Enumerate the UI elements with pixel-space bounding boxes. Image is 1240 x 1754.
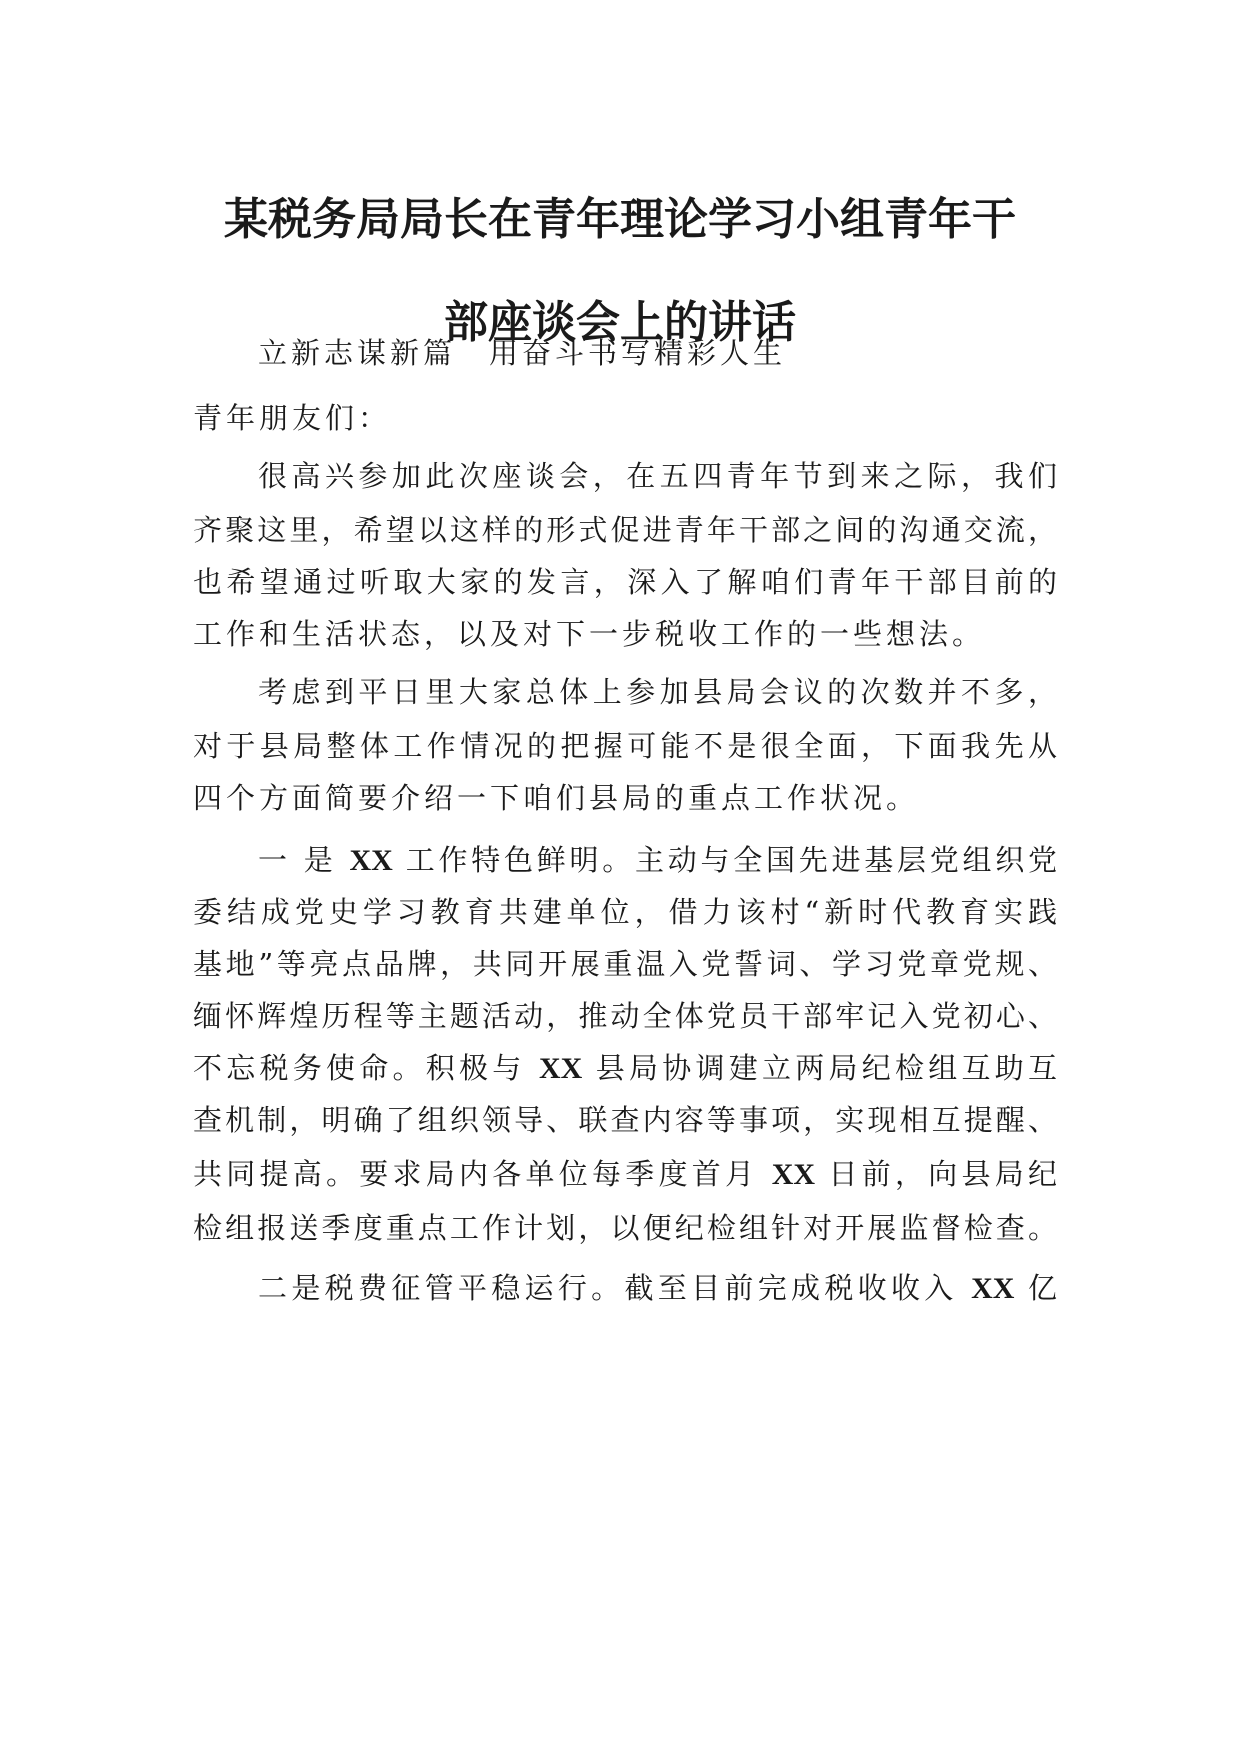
placeholder-xx: XX <box>538 1052 583 1085</box>
salutation: 青年朋友们： <box>193 401 392 435</box>
text-run: 共同提高。要求局内各单位每季度首月 <box>193 1157 759 1191</box>
paragraph-line: 考虑到平日里大家总体上参加县局会议的次数并不多， <box>258 675 1057 709</box>
text-run: 一 是 <box>258 843 337 877</box>
placeholder-xx: XX <box>349 844 393 877</box>
text-run: 县局协调建立两局纪检组互助互 <box>595 1051 1057 1085</box>
text-run: 工作特色鲜明。主动与全国先进基层党组织党 <box>405 843 1057 877</box>
document-title-line-1: 某税务局局长在青年理论学习小组青年干 <box>224 194 1016 245</box>
subtitle: 立新志谋新篇 用奋斗书写精彩人生 <box>258 336 787 370</box>
paragraph-line <box>193 1154 1057 1195</box>
placeholder-xx: XX <box>971 1272 1015 1305</box>
paragraph-line: 工作和生活状态，以及对下一步税收工作的一些想法。 <box>193 617 986 651</box>
paragraph-line: 四个方面简要介绍一下咱们县局的重点工作状况。 <box>193 781 920 815</box>
placeholder-xx: XX <box>771 1158 816 1191</box>
paragraph-line: 查机制，明确了组织领导、联查内容等事项，实现相互提醒、 <box>193 1103 1057 1137</box>
paragraph-line: 缅怀辉煌历程等主题活动，推动全体党员干部牢记入党初心、 <box>193 999 1057 1033</box>
text-run: 日前，向县局纪 <box>828 1157 1057 1191</box>
paragraph-line <box>193 1048 1057 1089</box>
text-run: 不忘税务使命。积极与 <box>193 1051 526 1085</box>
paragraph-line: 很高兴参加此次座谈会，在五四青年节到来之际，我们 <box>258 459 1057 493</box>
paragraph-line <box>258 1268 1057 1309</box>
paragraph-line: 基地”等亮点品牌，共同开展重温入党誓词、学习党章党规、 <box>193 947 1057 981</box>
paragraph-line: 对于县局整体工作情况的把握可能不是很全面，下面我先从 <box>193 729 1057 763</box>
paragraph-line: 齐聚这里，希望以这样的形式促进青年干部之间的沟通交流， <box>193 513 1057 547</box>
text-run: 二是税费征管平稳运行。截至目前完成税收收入 <box>258 1271 958 1305</box>
paragraph-line: 委结成党史学习教育共建单位，借力该村“新时代教育实践 <box>193 895 1057 929</box>
text-run: 亿 <box>1027 1271 1057 1305</box>
paragraph-line: 检组报送季度重点工作计划，以便纪检组针对开展监督检查。 <box>193 1211 1057 1245</box>
paragraph-line: 也希望通过听取大家的发言，深入了解咱们青年干部目前的 <box>193 565 1057 599</box>
paragraph-line <box>258 840 1057 881</box>
document-title-line-2: 部座谈会上的讲话 <box>444 297 796 348</box>
